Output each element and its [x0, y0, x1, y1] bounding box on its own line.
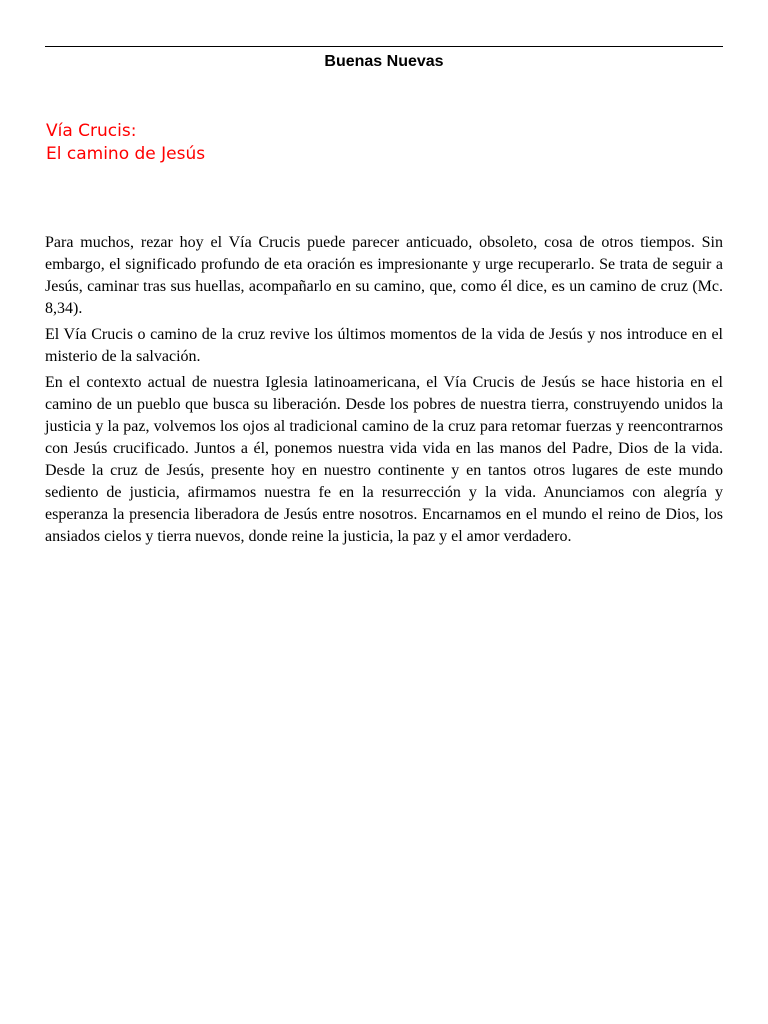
header-title: Buenas Nuevas — [324, 53, 444, 70]
header-rule — [45, 46, 723, 47]
section-heading — [46, 120, 205, 166]
body-text — [45, 232, 723, 552]
heading-line-2: El camino de Jesús — [46, 144, 206, 164]
paragraph-2: El Vía Crucis o camino de la cruz revive los últimos momentos de la vida de Jesús y nos introduce en el misterio de la salvación. — [45, 326, 723, 365]
paragraph-1: Para muchos, rezar hoy el Vía Crucis puede parecer anticuado, obsoleto, cosa de otros tiempos. Sin embargo, el significado profundo de eta oración es impresionante y urge recuperarlo. Se trata de seguir a Jesús, caminar tras sus huellas, acompañarlo en su camino, que, como él dice, es un camino de cruz (Mc. 8,34). — [45, 234, 723, 317]
paragraph-3: En el contexto actual de nuestra Iglesia latinoamericana, el Vía Crucis de Jesús se hace historia en el camino de un pueblo que busca su liberación. Desde los pobres de nuestra tierra, construyendo unidos la justicia y la paz, volvemos los ojos al tradicional camino de la cruz para retomar fuerzas y reencontrarnos con Jesús crucificado. Juntos a él, ponemos nuestra vida vida en las manos del Padre, Dios de la vida. Desde la cruz de Jesús, presente hoy en nuestro continente y en tantos otros lugares de este mundo sediento de justicia, afirmamos nuestra fe en la resurrección y la vida. Anunciamos con alegría y esperanza la presencia liberadora de Jesús entre nosotros. Encarnamos en el mundo el reino de Dios, los ansiados cielos y tierra nuevos, donde reine la justicia, la paz y el amor verdadero. — [45, 374, 723, 545]
heading-line-1: Vía Crucis: — [46, 121, 137, 141]
